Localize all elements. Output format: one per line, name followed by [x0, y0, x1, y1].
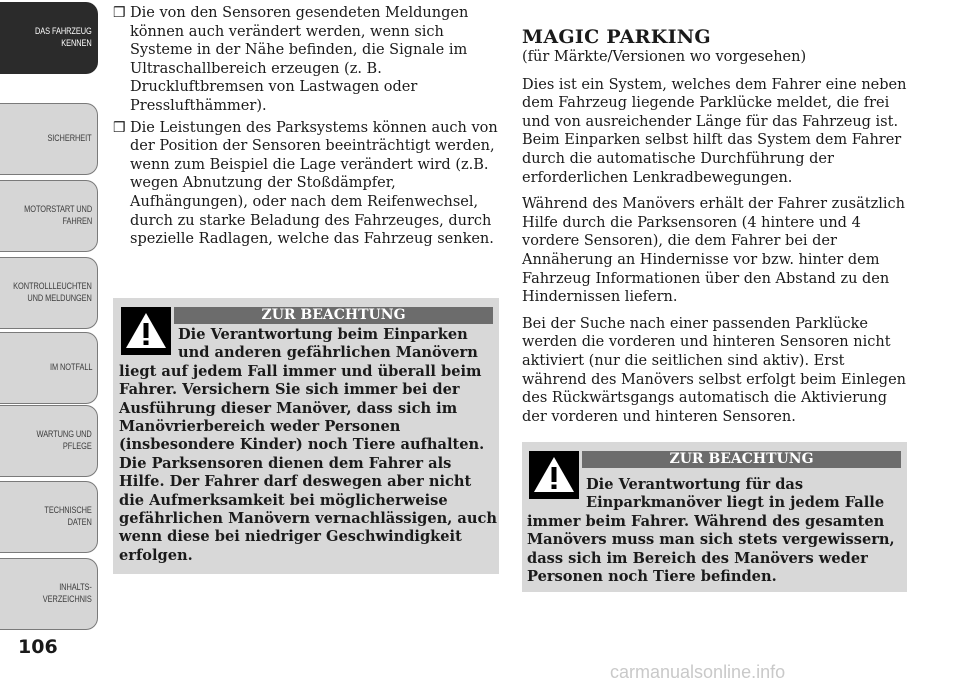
warning-box-parking	[113, 298, 499, 574]
warning-header: ZUR BEACHTUNG	[174, 307, 493, 324]
section-title: MAGIC PARKING	[522, 26, 711, 48]
tab-technische-daten[interactable]	[0, 481, 98, 553]
tab-label: TECHNISCHE DATEN	[44, 505, 92, 528]
tab-label: INHALTS- VERZEICHNIS	[43, 582, 92, 605]
warning-text: Die Verantwortung für das Einparkmanöver liegt in jedem Falle immer beim Fahrer. Während des gesamten Manövers muss man sich stets vergewissern, dass sich im Bereich des Manövers weder Personen noch Tiere befinden.	[527, 476, 895, 586]
paragraph: Während des Manövers erhält der Fahrer zusätzlich Hilfe durch die Parksensoren (4 hintere und 4 vordere Sensoren), die dem Fahrer bei der Annäherung an Hindernisse vor bzw. hinter dem Fahrzeug Informationen über den Abstand zu den Hindernissen liefern.	[522, 196, 905, 306]
tab-label: WARTUNG UND PFLEGE	[36, 429, 92, 452]
list-item	[113, 4, 498, 116]
tab-sicherheit[interactable]	[0, 103, 98, 175]
tab-label: KONTROLLLEUCHTEN UND MELDUNGEN	[13, 281, 92, 304]
paragraph: Bei der Suche nach einer passenden Parklücke werden die vorderen und hinteren Sensoren nicht aktiviert (nur die seitlichen sind aktiv). Erst während des Manövers selbst erfolgt beim Einlegen des Rückwärtsgangs automatisch die Aktivierung der vorderen und hinteren Sensoren.	[522, 315, 906, 425]
right-column	[522, 26, 910, 434]
tab-inhaltsverzeichnis[interactable]	[0, 558, 98, 630]
tab-motorstart-und-fahren[interactable]	[0, 180, 98, 252]
bullet-text: Die Leistungen des Parksystems können auch von der Position der Sensoren beeinträchtigt werden, wenn zum Beispiel die Lage verändert wird (z.B. wegen Abnutzung der Stoßdämpfer, Aufhängungen), oder nach dem Reifenwechsel, durch zu starke Beladung des Fahrzeuges, durch spezielle Radlagen, welche das Fahrzeug senken.	[130, 119, 498, 248]
section-subtitle: (für Märkte/Versionen wo vorgesehen)	[522, 49, 807, 65]
bullet-text: Die von den Sensoren gesendeten Meldungen können auch verändert werden, wenn sich Systeme in der Nähe befinden, die Signale im Ultraschallbereich erzeugen (z. B. Druckluftbremsen von Lastwagen oder Presslufthämmer).	[130, 5, 469, 114]
tab-label: IM NOTFALL	[49, 362, 92, 373]
tab-das-fahrzeug-kennen[interactable]	[0, 2, 98, 74]
left-column	[113, 4, 498, 252]
tab-label: MOTORSTART UND FAHREN	[24, 204, 92, 227]
checkbox-bullet-icon: ❒	[113, 119, 126, 136]
chapter-sidebar	[0, 0, 100, 640]
list-item	[113, 119, 498, 249]
page-number: 106	[18, 636, 58, 658]
warning-text: Die Verantwortung beim Einparken und anderen gefährlichen Manövern liegt auf jedem Fall immer und überall beim Fahrer. Versichern Sie sich immer bei der Ausführung dieser Manöver, dass sich im Manövrierbereich weder Personen (insbesondere Kinder) noch Tiere aufhalten. Die Parksensoren dienen dem Fahrer als Hilfe. Der Fahrer darf deswegen aber nicht die Aufmerksamkeit bei möglicherweise gefährlichen Manövern vernachlässigen, auch wenn diese bei niedriger Geschwindigkeit erfolgen.	[119, 326, 497, 564]
tab-im-notfall[interactable]	[0, 332, 98, 404]
tab-label: DAS FAHRZEUG KENNEN	[35, 26, 92, 49]
tab-label: SICHERHEIT	[47, 133, 92, 144]
tab-wartung-und-pflege[interactable]	[0, 405, 98, 477]
watermark: carmanualsonline.info	[610, 662, 786, 682]
warning-box-magic-parking	[522, 442, 907, 592]
warning-header: ZUR BEACHTUNG	[582, 451, 901, 468]
paragraph: Dies ist ein System, welches dem Fahrer eine neben dem Fahrzeug liegende Parklücke meldet, die frei und von ausreichender Länge für das Fahrzeug ist. Beim Einparken selbst hilft das System dem Fahrer durch die automatische Durchführung der erforderlichen Lenkradbewegungen.	[522, 76, 907, 186]
checkbox-bullet-icon: ❒	[113, 5, 126, 21]
tab-kontrollleuchten-und-meldungen[interactable]	[0, 257, 98, 329]
